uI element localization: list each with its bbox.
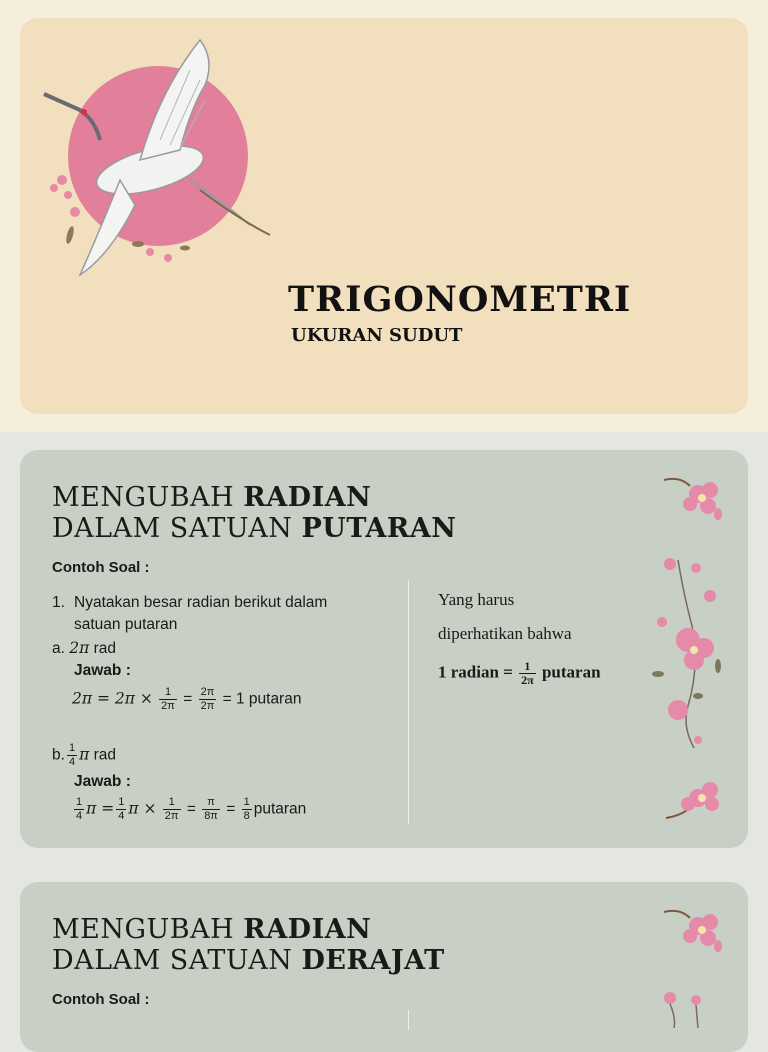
part-a-unit: rad [93, 640, 117, 657]
note-eq-left: 1 radian = [438, 662, 513, 682]
frac-den: 4 [68, 756, 76, 768]
note-line-1: Yang harus [438, 590, 515, 609]
section-title [52, 914, 445, 976]
frac-num: 1 [76, 796, 83, 808]
note-line-2: diperhatikan bahwa [438, 624, 572, 643]
eq-b-equals-2: = [226, 800, 236, 818]
eq-a-left: 2π = 2π × [72, 689, 153, 708]
frac-num: 1 [163, 796, 181, 810]
title-line2-plain: DALAM SATUAN [52, 945, 302, 976]
question-text: Nyatakan besar radian berikut dalam [74, 594, 328, 611]
fraction [163, 796, 181, 823]
title-line2-bold: DERAJAT [301, 945, 445, 976]
part-a-label: a. [52, 640, 65, 657]
flower-top-icon [660, 472, 726, 522]
frac-num: 1 [519, 660, 536, 674]
fraction [67, 742, 77, 769]
frac-num: 1 [68, 742, 76, 754]
title-line1-bold: RADIAN [243, 914, 372, 945]
frac-den: 2π [200, 700, 215, 712]
frac-den: 2π [521, 673, 534, 687]
frac-num: 1 [118, 796, 125, 808]
example-heading: Contoh Soal : [52, 559, 150, 576]
eq-a-mid: = [183, 690, 193, 708]
eq-b-pi2: π × [128, 799, 157, 818]
fraction [74, 796, 84, 823]
crane-illustration-icon [40, 30, 280, 282]
frac-den: 8 [243, 810, 250, 822]
frac-num: 1 [243, 796, 250, 808]
fraction [242, 796, 252, 823]
example-heading: Contoh Soal : [52, 991, 150, 1008]
answer-label-b: Jawab : [74, 773, 131, 790]
question-number: 1. [52, 594, 65, 611]
flower-top-icon [660, 904, 726, 954]
frac-den: 8π [204, 810, 218, 822]
title-line2-bold: PUTARAN [301, 513, 457, 544]
eq-b-pi1: π = [86, 799, 115, 818]
eq-b-equals-1: = [186, 800, 196, 818]
section-title [52, 482, 456, 544]
page-subtitle: UKURAN SUDUT [291, 325, 463, 346]
flower-bottom-icon [664, 776, 726, 824]
section-card-radian-derajat [20, 882, 748, 1052]
title-line2-plain: DALAM SATUAN [52, 513, 302, 544]
frac-den: 2π [161, 700, 175, 712]
question-line-2: satuan putaran [74, 616, 178, 633]
flower-branch-icon [656, 988, 706, 1028]
part-b [52, 742, 116, 769]
frac-num: 1 [159, 686, 177, 700]
title-line1-plain: MENGUBAH [52, 482, 244, 513]
eq-a-right: = 1 putaran [222, 690, 302, 708]
column-divider [408, 580, 409, 824]
note-eq-right: putaran [541, 662, 601, 682]
part-a-equation [72, 686, 301, 713]
title-line1-bold: RADIAN [243, 482, 372, 513]
fraction [519, 660, 536, 687]
frac-num: π [202, 796, 220, 810]
question-line [52, 592, 327, 614]
page-title: TRIGONOMETRI [288, 279, 632, 320]
fraction [199, 686, 217, 713]
fraction [116, 796, 126, 823]
flower-branch-icon [648, 556, 732, 752]
column-divider [408, 1010, 409, 1030]
part-a [52, 637, 116, 660]
section-card-radian-putaran [20, 450, 748, 848]
frac-num: 2π [200, 686, 215, 698]
part-b-unit: rad [93, 746, 116, 764]
answer-label-a: Jawab : [74, 662, 131, 679]
part-a-value: 2π [69, 639, 90, 657]
part-b-label: b. [52, 746, 65, 764]
frac-den: 4 [76, 810, 83, 822]
fraction [159, 686, 177, 713]
title-line1-plain: MENGUBAH [52, 914, 244, 945]
part-b-value: π [79, 745, 90, 764]
frac-den: 4 [118, 810, 125, 822]
note-equation [438, 660, 601, 687]
frac-den: 2π [164, 810, 179, 822]
eq-b-result: putaran [253, 800, 307, 818]
part-b-equation [72, 796, 306, 823]
fraction [202, 796, 220, 823]
